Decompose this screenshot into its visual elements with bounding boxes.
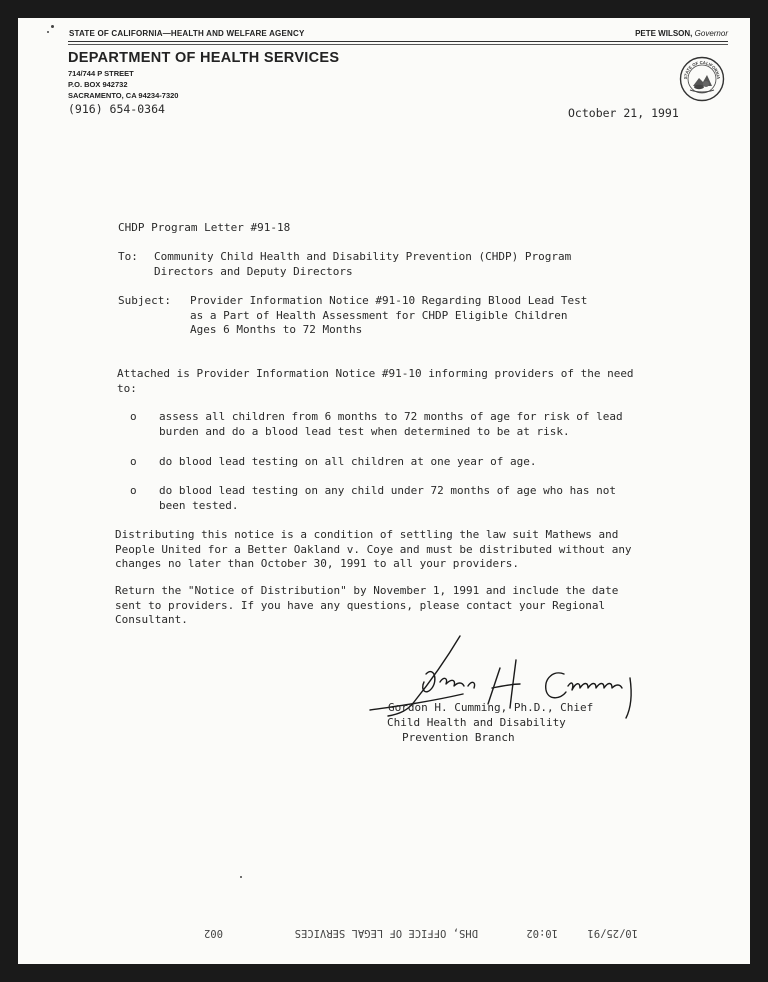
- governor-name: PETE WILSON,: [635, 29, 693, 38]
- letterhead-rule: [68, 41, 728, 42]
- intro-paragraph: [117, 367, 634, 396]
- to-line-1: Community Child Health and Disability Prevention (CHDP) Program: [154, 250, 572, 263]
- scan-speck: [47, 31, 49, 33]
- phone-number: (916) 654-0364: [68, 102, 165, 116]
- scan-speck: [240, 876, 242, 878]
- signer-branch-line-2: Prevention Branch: [402, 731, 515, 744]
- subject-line-1: Provider Information Notice #91-10 Regarding Blood Lead Test: [190, 294, 588, 307]
- fax-sender: DHS, OFFICE OF LEGAL SERVICES: [294, 927, 478, 939]
- paragraph-line: Return the "Notice of Distribution" by November 1, 1991 and include the date: [115, 584, 619, 597]
- letter-date: October 21, 1991: [568, 106, 679, 120]
- to-recipients: [154, 250, 571, 279]
- bullet-marker: o: [130, 484, 137, 497]
- paragraph-line: People United for a Better Oakland v. Coye and must be distributed without any: [115, 542, 632, 556]
- fax-date: 10/25/91: [587, 927, 638, 939]
- to-line-2: Directors and Deputy Directors: [154, 264, 353, 278]
- intro-line-1: Attached is Provider Information Notice #91-10 informing providers of the need: [117, 367, 634, 380]
- address-line-2: P.O. BOX 942732: [68, 80, 128, 89]
- bullet-marker: o: [130, 410, 137, 423]
- signer-branch-line-1: Child Health and Disability: [387, 716, 566, 729]
- governor-line: [635, 29, 728, 38]
- signature-block: [388, 700, 593, 715]
- state-seal-icon: [679, 56, 725, 102]
- scan-speck: [51, 25, 54, 28]
- fax-time: 10:02: [526, 927, 558, 939]
- bullet-line: been tested.: [159, 498, 239, 512]
- department-name: DEPARTMENT OF HEALTH SERVICES: [68, 50, 340, 66]
- letterhead-rule-thin: [68, 44, 728, 45]
- address-line-3: SACRAMENTO, CA 94234-7320: [68, 91, 179, 100]
- bullet-line: do blood lead testing on any child under 72 months of age who has not: [159, 484, 616, 497]
- fax-footer: [118, 923, 638, 939]
- bullet-item: [159, 410, 623, 439]
- signer-name: Gordon H. Cumming, Ph.D., Chief: [388, 701, 594, 714]
- bullet-line: burden and do a blood lead test when determined to be at risk.: [159, 424, 570, 438]
- program-letter-number: CHDP Program Letter #91-18: [118, 221, 291, 234]
- paragraph-line: Distributing this notice is a condition of settling the law suit Mathews and: [115, 528, 619, 541]
- bullet-item: [159, 455, 537, 470]
- subject-label: Subject:: [118, 294, 171, 307]
- agency-line: STATE OF CALIFORNIA—HEALTH AND WELFARE AGENCY: [69, 29, 305, 38]
- address-line-1: 714/744 P STREET: [68, 69, 134, 78]
- fax-page-number: 002: [204, 927, 223, 939]
- svg-text:STATE OF CALIFORNIA: STATE OF CALIFORNIA: [682, 59, 722, 80]
- signature-title: [387, 715, 566, 730]
- settlement-paragraph: [115, 528, 632, 572]
- paragraph-line: Consultant.: [115, 613, 188, 626]
- subject-line-2: as a Part of Health Assessment for CHDP Eligible Children: [190, 308, 568, 322]
- subject-line-3: Ages 6 Months to 72 Months: [190, 323, 363, 336]
- bullet-line: do blood lead testing on all children at one year of age.: [159, 455, 537, 468]
- return-paragraph: [115, 584, 618, 628]
- signature-title-2: [402, 730, 515, 745]
- subject-text: [190, 294, 587, 338]
- governor-title: Governor: [694, 29, 728, 38]
- bullet-item: [159, 484, 616, 513]
- paragraph-line: sent to providers. If you have any questions, please contact your Regional: [115, 598, 606, 612]
- paragraph-line: changes no later than October 30, 1991 to all your providers.: [115, 557, 519, 570]
- letter-page: [18, 18, 750, 964]
- bullet-line: assess all children from 6 months to 72 months of age for risk of lead: [159, 410, 623, 423]
- intro-line-2: to:: [117, 381, 137, 395]
- to-label: To:: [118, 250, 138, 263]
- bullet-marker: o: [130, 455, 137, 468]
